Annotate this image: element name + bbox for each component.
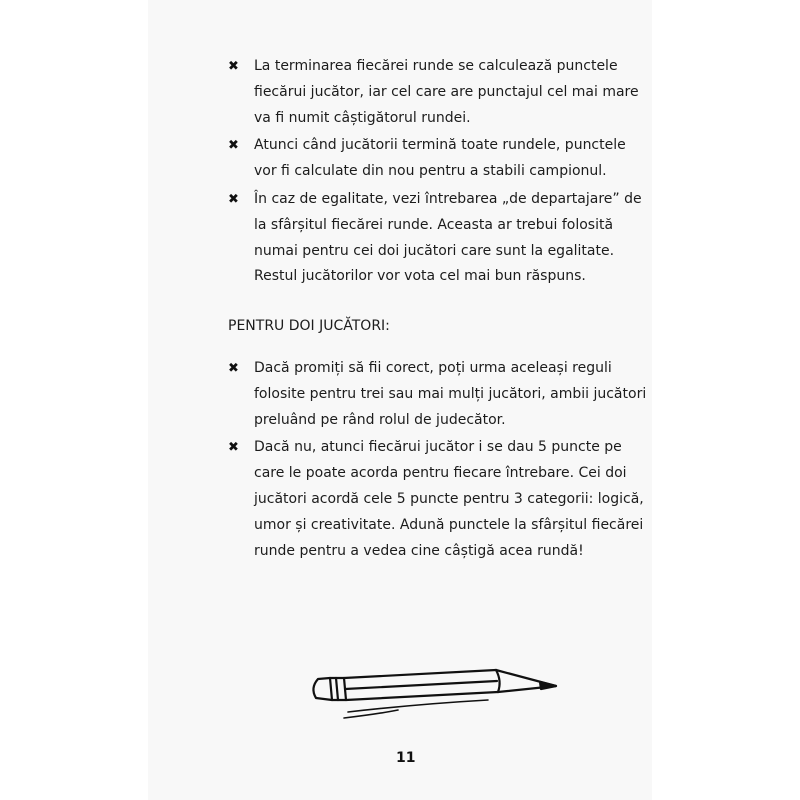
list-item-text: La terminarea fiecărei runde se calculează punctele fiecărui jucător, iar cel care are punctajul cel mai mare va fi numit câștigătorul rundei. xyxy=(254,58,639,126)
list-item-text: Dacă nu, atunci fiecărui jucător i se dau 5 puncte pe care le poate acorda pentru fiecare întrebare. Cei doi jucători acordă cele 5 puncte pentru 3 categorii: logică, umor și creativitate. Adună punctele la sfârșitul fiecărei runde pentru a vedea cine câștigă acea rundă! xyxy=(254,439,644,559)
list-item xyxy=(228,356,648,433)
list-item xyxy=(228,435,648,564)
cross-bullet-icon: ✖ xyxy=(228,440,239,456)
section-heading: PENTRU DOI JUCĂTORI: xyxy=(228,318,390,334)
pencil-icon xyxy=(308,658,558,728)
list-item-text: În caz de egalitate, vezi întrebarea „de departajare” de la sfârșitul fiecărei runde. Aceasta ar trebui folosită numai pentru cei doi jucători care sunt la egalitate. Restul jucătorilor vor vota cel mai bun răspuns. xyxy=(254,190,642,285)
rules-list-general xyxy=(228,54,648,292)
page-number: 11 xyxy=(396,750,416,766)
list-item xyxy=(228,133,648,185)
cross-bullet-icon: ✖ xyxy=(228,191,239,207)
book-page xyxy=(148,0,652,800)
list-item xyxy=(228,54,648,131)
cross-bullet-icon: ✖ xyxy=(228,59,239,74)
list-item-text: Dacă promiți să fii corect, poți urma aceleași reguli folosite pentru trei sau mai mulți jucători, ambii jucători preluând pe rând rolul de judecător. xyxy=(254,360,647,428)
cross-bullet-icon: ✖ xyxy=(228,138,239,154)
list-item xyxy=(228,187,648,290)
list-item-text: Atunci când jucătorii termină toate rundele, punctele vor fi calculate din nou pentru a stabili campionul. xyxy=(254,137,626,180)
cross-bullet-icon: ✖ xyxy=(228,361,239,376)
rules-list-two-players xyxy=(228,356,648,566)
